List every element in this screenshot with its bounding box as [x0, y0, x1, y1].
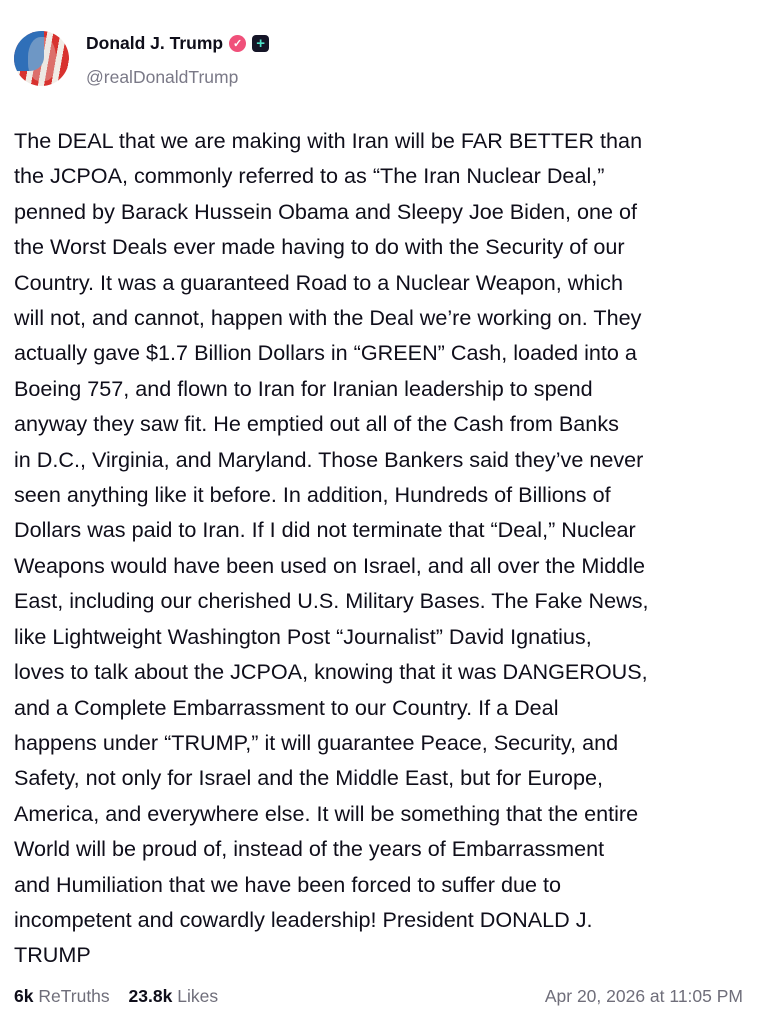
- post-text-line: will not, and cannot, happen with the Deal we’re working on. They: [14, 305, 642, 331]
- post-text-line: America, and everywhere else. It will be something that the entire: [14, 800, 639, 826]
- post-text-line: seen anything like it before. In addition, Hundreds of Billions of: [14, 482, 611, 508]
- post-body: [14, 123, 649, 973]
- retruths-label: ReTruths: [38, 986, 110, 1006]
- post-text-line: and Humiliation that we have been forced to suffer due to: [14, 871, 561, 897]
- post-text-line: TRUMP: [14, 942, 91, 968]
- post-text-line: the JCPOA, commonly referred to as “The Iran Nuclear Deal,”: [14, 163, 605, 189]
- post-text-line: happens under “TRUMP,” it will guarantee Peace, Security, and: [14, 729, 619, 755]
- likes-label: Likes: [177, 986, 219, 1006]
- post-text-line: The DEAL that we are making with Iran will be FAR BETTER than: [14, 128, 643, 153]
- post-text-line: Weapons would have been used on Israel, and all over the Middle: [14, 552, 646, 578]
- post-text-line: anyway they saw fit. He emptied out all of the Cash from Banks: [14, 411, 619, 437]
- author-name-row: [86, 33, 269, 54]
- retruths-stat[interactable]: [14, 986, 110, 1006]
- post-text-line: penned by Barack Hussein Obama and Sleepy Joe Biden, one of: [14, 198, 638, 224]
- post-text-line: loves to talk about the JCPOA, knowing that it was DANGEROUS,: [14, 659, 648, 685]
- likes-stat[interactable]: [129, 986, 219, 1006]
- post-text-line: Dollars was paid to Iran. If I did not terminate that “Deal,” Nuclear: [14, 517, 636, 543]
- retruths-count: 6k: [14, 986, 34, 1006]
- author-name[interactable]: Donald J. Trump: [86, 33, 224, 53]
- post-text-line: East, including our cherished U.S. Military Bases. The Fake News,: [14, 588, 649, 614]
- engagement-stats: [14, 986, 232, 1007]
- post-text-line: World will be proud of, instead of the years of Embarrassment: [14, 836, 605, 862]
- post-text-line: like Lightweight Washington Post “Journalist” David Ignatius,: [14, 623, 592, 649]
- plus-badge-icon: +: [252, 35, 269, 52]
- author-handle[interactable]: @realDonaldTrump: [86, 67, 239, 87]
- verified-badge-icon: ✓: [229, 35, 246, 52]
- post-text-line: actually gave $1.7 Billion Dollars in “GREEN” Cash, loaded into a: [14, 340, 637, 366]
- post-text-line: the Worst Deals ever made having to do with the Security of our: [14, 234, 625, 260]
- post-text-line: incompetent and cowardly leadership! President DONALD J.: [14, 906, 593, 932]
- post-text-line: and a Complete Embarrassment to our Country. If a Deal: [14, 694, 559, 720]
- post-text-line: in D.C., Virginia, and Maryland. Those Bankers said they’ve never: [14, 446, 644, 472]
- post-footer: [14, 986, 743, 1007]
- avatar[interactable]: [14, 31, 69, 86]
- likes-count: 23.8k: [128, 986, 173, 1006]
- post-timestamp[interactable]: Apr 20, 2026 at 11:05 PM: [544, 986, 743, 1006]
- post-text-line: Safety, not only for Israel and the Middle East, but for Europe,: [14, 765, 603, 791]
- post-text-line: Boeing 757, and flown to Iran for Iranian leadership to spend: [14, 375, 593, 401]
- post-text-line: Country. It was a guaranteed Road to a Nuclear Weapon, which: [14, 269, 623, 295]
- avatar-face: [28, 37, 56, 81]
